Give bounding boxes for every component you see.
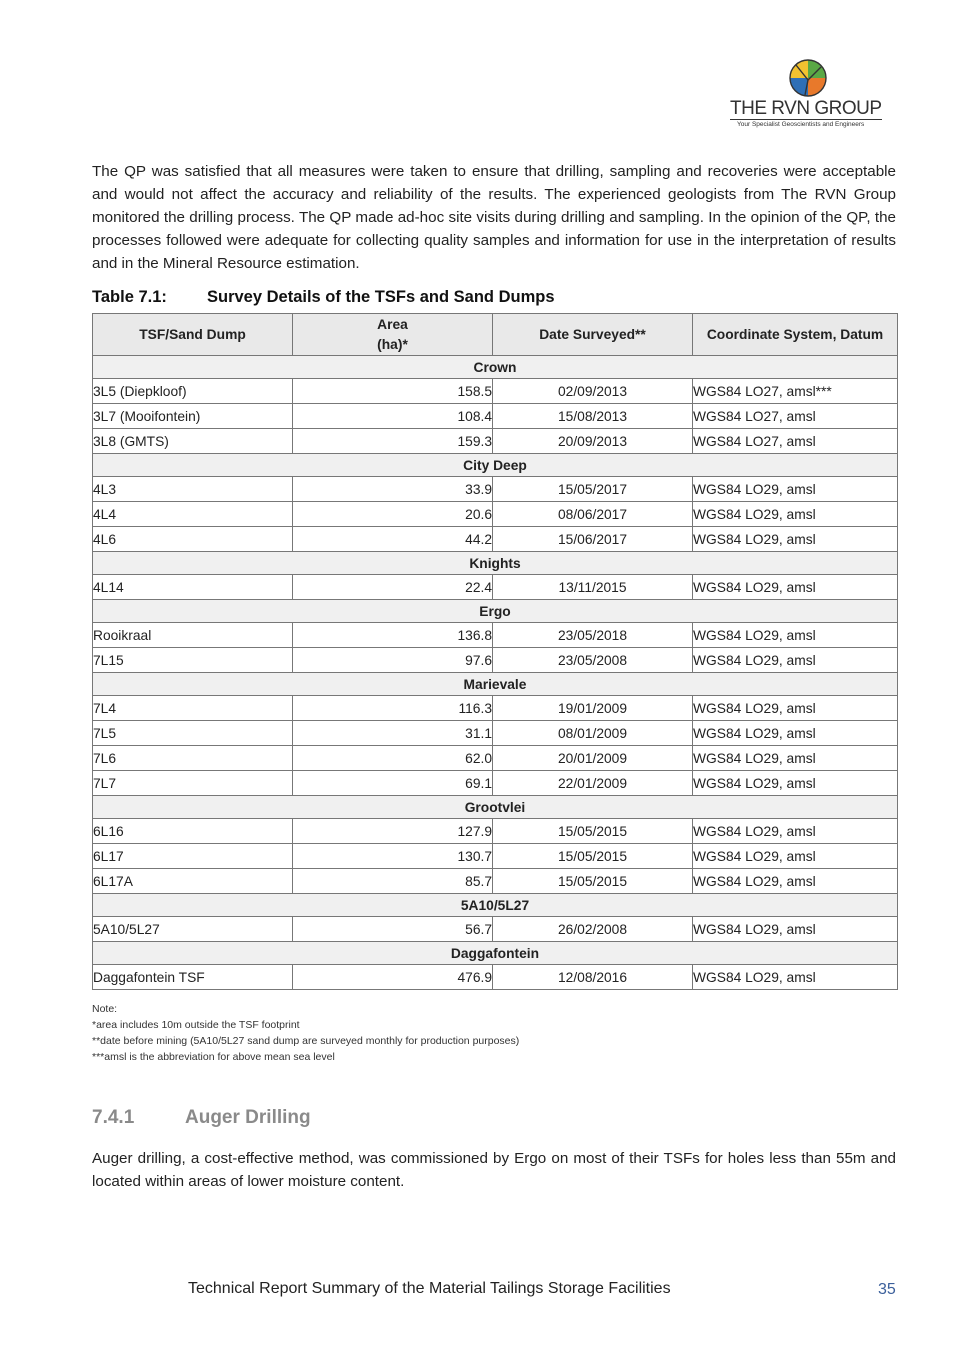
rvn-logo-icon [787,58,829,98]
cell-area: 33.9 [293,477,493,502]
page-number: 35 [878,1281,896,1298]
group-title: Crown [93,356,898,379]
cell-date: 12/08/2016 [493,965,693,990]
cell-date: 15/08/2013 [493,404,693,429]
table-row [93,502,898,527]
note-area: *area includes 10m outside the TSF footprint [92,1019,300,1031]
group-row-knights [93,552,898,575]
cell-area: 85.7 [293,869,493,894]
cell-name: 7L7 [93,771,293,796]
cell-name: 4L6 [93,527,293,552]
cell-area: 22.4 [293,575,493,600]
note-heading: Note: [92,1003,118,1015]
table-row [93,917,898,942]
cell-coord: WGS84 LO29, amsl [693,819,898,844]
table-label: Table 7.1: [92,288,167,306]
group-row-crown [93,356,898,379]
footer-title: Technical Report Summary of the Material Tailings Storage Facilities [188,1280,671,1297]
cell-name: 7L6 [93,746,293,771]
header-date-surveyed: Date Surveyed** [493,314,693,356]
cell-coord: WGS84 LO29, amsl [693,648,898,673]
cell-name: 4L3 [93,477,293,502]
cell-name: 4L4 [93,502,293,527]
cell-coord: WGS84 LO29, amsl [693,575,898,600]
group-row-grootvlei [93,796,898,819]
cell-coord: WGS84 LO29, amsl [693,477,898,502]
table-notes [92,1001,519,1065]
group-title: Daggafontein [93,942,898,965]
cell-area: 136.8 [293,623,493,648]
cell-date: 20/01/2009 [493,746,693,771]
cell-date: 02/09/2013 [493,379,693,404]
cell-coord: WGS84 LO29, amsl [693,746,898,771]
cell-coord: WGS84 LO29, amsl [693,721,898,746]
cell-date: 26/02/2008 [493,917,693,942]
cell-name: 7L15 [93,648,293,673]
cell-date: 22/01/2009 [493,771,693,796]
cell-area: 159.3 [293,429,493,454]
cell-name: 3L7 (Mooifontein) [93,404,293,429]
group-row-city-deep [93,454,898,477]
table-row [93,844,898,869]
cell-name: 6L16 [93,819,293,844]
cell-area: 130.7 [293,844,493,869]
cell-date: 15/06/2017 [493,527,693,552]
cell-name: Daggafontein TSF [93,965,293,990]
group-row-marievale [93,673,898,696]
cell-name: 5A10/5L27 [93,917,293,942]
cell-coord: WGS84 LO29, amsl [693,502,898,527]
cell-name: 3L5 (Diepkloof) [93,379,293,404]
company-logo [728,58,888,133]
survey-table [92,313,898,990]
table-row [93,477,898,502]
intro-paragraph: The QP was satisfied that all measures were taken to ensure that drilling, sampling and recoveries were acceptable and would not affect the accuracy and reliability of the results. The experienced geologists from The RVN Group monitored the drilling process. The QP made ad-hoc site visits during drilling and sampling. In the opinion of the QP, the processes followed were adequate for collecting quality samples and information for use in the interpretation of results and in the Mineral Resource estimation. [92,163,896,272]
note-date: **date before mining (5A10/5L27 sand dump are surveyed monthly for production purposes) [92,1035,520,1047]
cell-coord: WGS84 LO29, amsl [693,771,898,796]
group-row-5a10-5l27 [93,894,898,917]
table-row [93,527,898,552]
table-row [93,869,898,894]
cell-name: 7L4 [93,696,293,721]
header-area-line1: Area [377,316,408,332]
cell-coord: WGS84 LO29, amsl [693,696,898,721]
group-title: 5A10/5L27 [93,894,898,917]
section-title: Auger Drilling [185,1107,311,1128]
cell-area: 158.5 [293,379,493,404]
cell-date: 08/01/2009 [493,721,693,746]
cell-date: 15/05/2017 [493,477,693,502]
cell-name: Rooikraal [93,623,293,648]
cell-date: 15/05/2015 [493,869,693,894]
table-row [93,404,898,429]
table-row [93,648,898,673]
header-area-line2: (ha)* [377,336,408,352]
table-row [93,575,898,600]
group-title: Grootvlei [93,796,898,819]
header-area [293,314,493,356]
table-row [93,965,898,990]
table-row [93,819,898,844]
table-row [93,623,898,648]
section-paragraph: Auger drilling, a cost-effective method, was commissioned by Ergo on most of their TSFs for holes less than 55m and located within areas of lower moisture content. [92,1150,896,1190]
table-row [93,746,898,771]
logo-tagline: Your Specialist Geoscientists and Engineers [737,121,865,128]
cell-area: 62.0 [293,746,493,771]
logo-name: THE RVN GROUP [730,98,882,119]
cell-coord: WGS84 LO29, amsl [693,965,898,990]
cell-area: 97.6 [293,648,493,673]
cell-coord: WGS84 LO27, amsl*** [693,379,898,404]
cell-area: 31.1 [293,721,493,746]
table-header-row [93,314,898,356]
table-row [93,429,898,454]
cell-area: 476.9 [293,965,493,990]
group-title: Marievale [93,673,898,696]
cell-name: 7L5 [93,721,293,746]
cell-area: 108.4 [293,404,493,429]
cell-area: 20.6 [293,502,493,527]
header-tsf-sand-dump: TSF/Sand Dump [93,314,293,356]
group-title: City Deep [93,454,898,477]
cell-coord: WGS84 LO27, amsl [693,429,898,454]
cell-coord: WGS84 LO29, amsl [693,623,898,648]
cell-date: 08/06/2017 [493,502,693,527]
table-row [93,771,898,796]
cell-coord: WGS84 LO29, amsl [693,869,898,894]
group-title: Ergo [93,600,898,623]
cell-area: 56.7 [293,917,493,942]
table-row [93,721,898,746]
group-row-ergo [93,600,898,623]
cell-area: 116.3 [293,696,493,721]
header-coordinate-system: Coordinate System, Datum [693,314,898,356]
cell-date: 13/11/2015 [493,575,693,600]
table-row [93,696,898,721]
cell-coord: WGS84 LO27, amsl [693,404,898,429]
cell-name: 3L8 (GMTS) [93,429,293,454]
table-caption [92,288,555,307]
cell-date: 15/05/2015 [493,844,693,869]
cell-date: 15/05/2015 [493,819,693,844]
cell-date: 23/05/2008 [493,648,693,673]
section-number: 7.4.1 [92,1107,135,1128]
table-row [93,379,898,404]
group-title: Knights [93,552,898,575]
cell-coord: WGS84 LO29, amsl [693,844,898,869]
group-row-daggafontein [93,942,898,965]
cell-area: 44.2 [293,527,493,552]
cell-name: 6L17 [93,844,293,869]
cell-coord: WGS84 LO29, amsl [693,527,898,552]
cell-coord: WGS84 LO29, amsl [693,917,898,942]
table-title: Survey Details of the TSFs and Sand Dumps [207,288,555,306]
cell-area: 127.9 [293,819,493,844]
cell-area: 69.1 [293,771,493,796]
note-amsl: ***amsl is the abbreviation for above mean sea level [92,1051,335,1063]
cell-date: 19/01/2009 [493,696,693,721]
section-heading [92,1107,311,1129]
cell-date: 20/09/2013 [493,429,693,454]
cell-date: 23/05/2018 [493,623,693,648]
cell-name: 6L17A [93,869,293,894]
cell-name: 4L14 [93,575,293,600]
